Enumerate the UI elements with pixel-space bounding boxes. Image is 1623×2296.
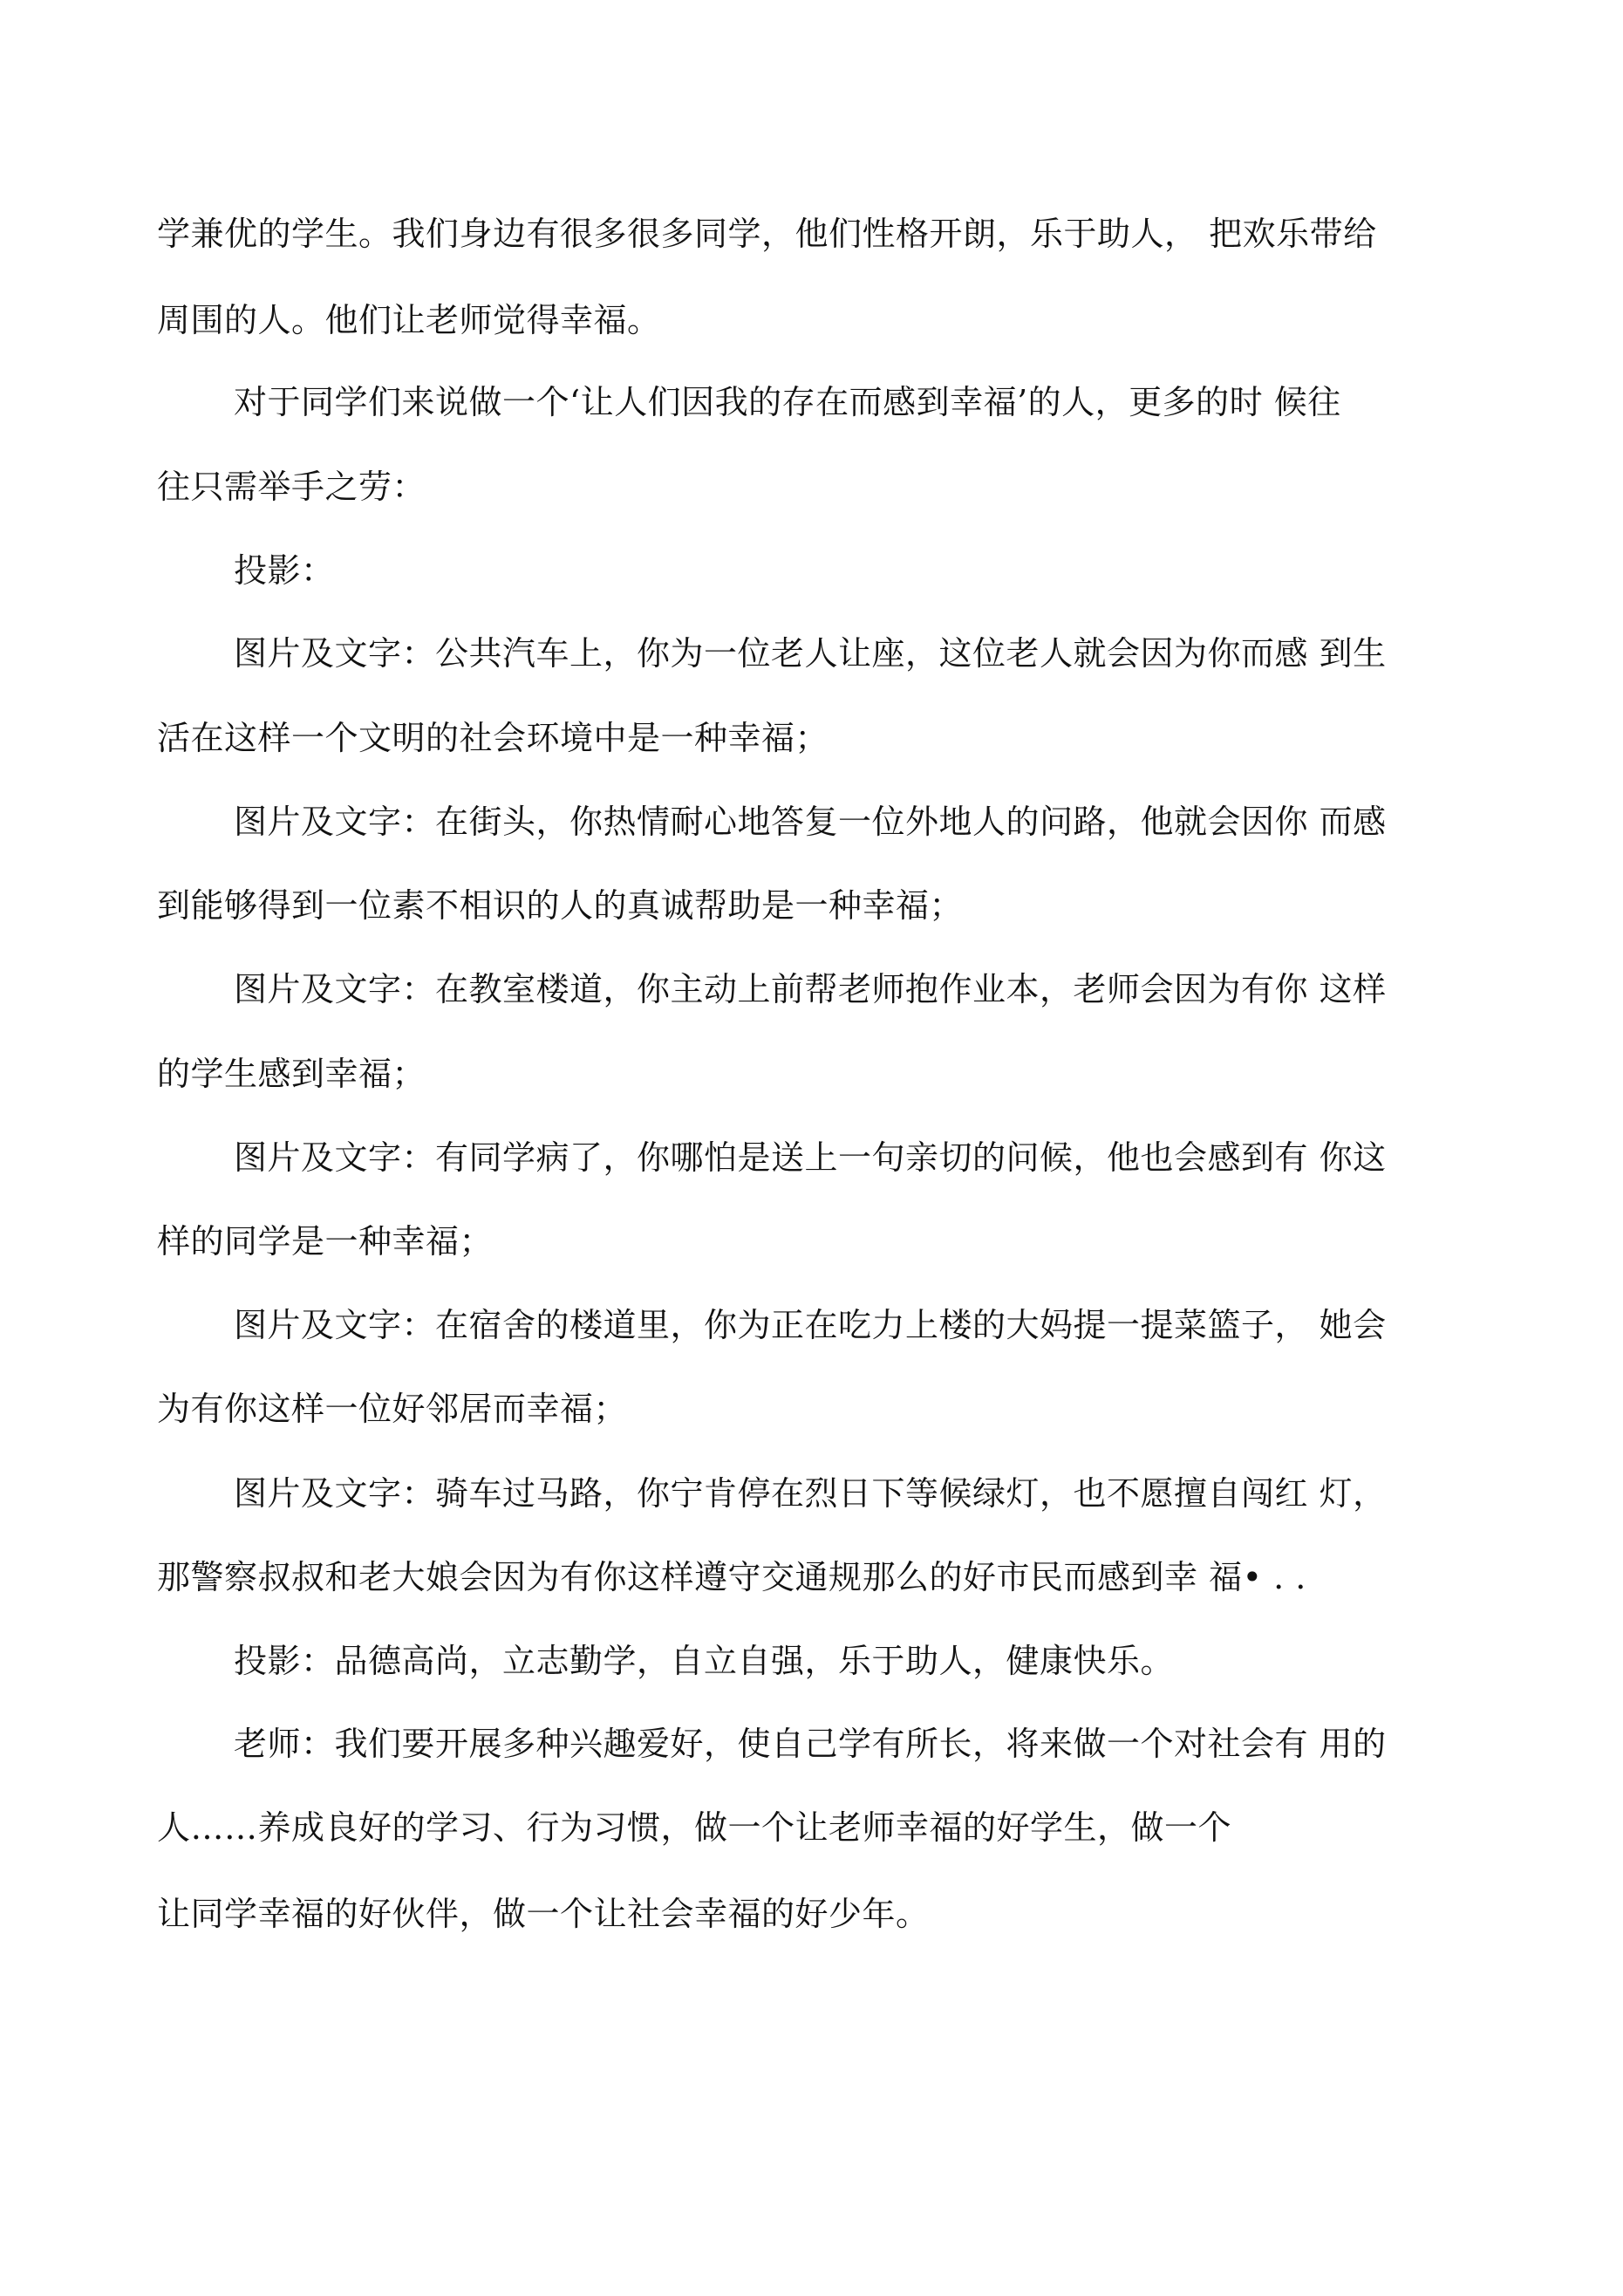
text-line: 的学生感到幸福； [157,1055,426,1093]
text-line: 投影： [234,551,335,590]
text-line: 老师：我们要开展多种兴趣爱好，使自己学有所长，将来做一个对社会有 用的 [234,1725,1387,1763]
text-line: 人……养成良好的学习、行为习惯，做一个让老师幸福的好学生，做一个 [157,1808,1232,1847]
text-line: 往只需举手之劳： [157,468,426,506]
text-line: 让同学幸福的好伙伴，做一个让社会幸福的好少年。 [157,1895,930,1933]
text-line: 图片及文字：在街头，你热情耐心地答复一位外地人的问路，他就会因你 而感 [234,803,1387,841]
text-line: 活在这样一个文明的社会环境中是一种幸福； [157,719,829,757]
text-line: 那警察叔叔和老大娘会因为有你这样遵守交通规那么的好市民而感到幸 福• . . [157,1558,1306,1596]
text-line: 周围的人。他们让老师觉得幸福。 [157,301,661,339]
text-line: 到能够得到一位素不相识的人的真诚帮助是一种幸福； [157,886,964,925]
text-line: 图片及文字：有同学病了，你哪怕是送上一句亲切的问候，他也会感到有 你这 [234,1138,1387,1177]
text-line: 图片及文字：骑车过马路，你宁肯停在烈日下等候绿灯，也不愿擅自闯红 灯， [234,1474,1387,1513]
text-line: 对于同学们来说做一个‘让人们因我的存在而感到幸福’的人，更多的时 候往 [234,383,1341,421]
text-line: 图片及文字：在教室楼道，你主动上前帮老师抱作业本，老师会因为有你 这样 [234,970,1387,1008]
text-line: 图片及文字：公共汽车上，你为一位老人让座，这位老人就会因为你而感 到生 [234,634,1387,673]
text-line: 投影：品德高尚，立志勤学，自立自强，乐于助人，健康快乐。 [234,1642,1175,1680]
text-line: 学兼优的学生。我们身边有很多很多同学，他们性格开朗，乐于助人， 把欢乐带给 [157,215,1377,253]
text-line: 为有你这样一位好邻居而幸福； [157,1390,628,1428]
text-line: 图片及文字：在宿舍的楼道里，你为正在吃力上楼的大妈提一提菜篮子， 她会 [234,1306,1387,1344]
text-line: 样的同学是一种幸福； [157,1222,494,1261]
